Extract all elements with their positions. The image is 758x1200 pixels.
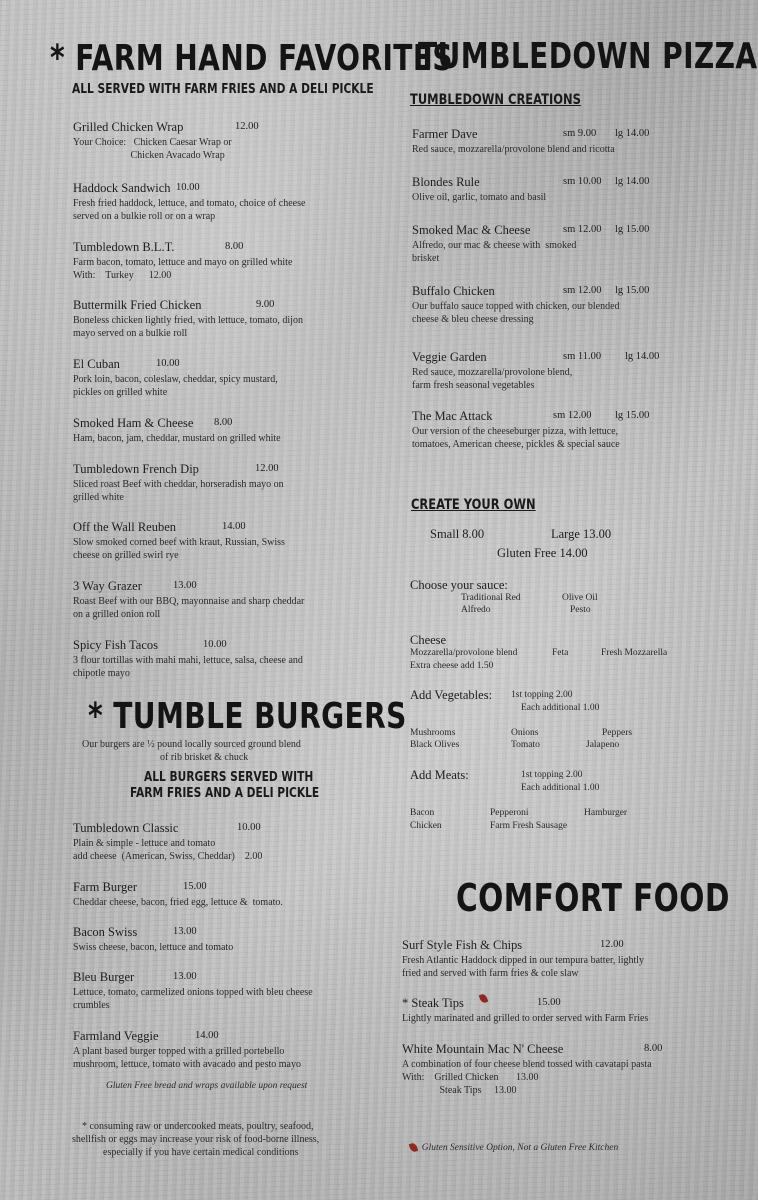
burger-item-desc: Plain & simple - lettuce and tomato — [73, 838, 216, 849]
comfort-item-desc: With: Grilled Chicken 13.00 — [402, 1072, 539, 1083]
pizza-item-desc: Alfredo, our mac & cheese with smoked — [412, 240, 577, 251]
warning-line-1: * consuming raw or undercooked meats, poultry, seafood, — [82, 1121, 314, 1132]
farm-item-name: 3 Way Grazer — [73, 579, 142, 593]
pizza-item-name: The Mac Attack — [412, 409, 493, 423]
burger-item-name: Farmland Veggie — [73, 1029, 159, 1043]
farm-item-desc: served on a bulkie roll or on a wrap — [73, 211, 216, 222]
farm-item-desc: Sliced roast Beef with cheddar, horseradish mayo on — [73, 479, 284, 490]
burger-item-desc: Lettuce, tomato, carmelized onions topped with bleu cheese — [73, 987, 313, 998]
farm-hand-subtitle: ALL SERVED WITH FARM FRIES AND A DELI PICKLE — [72, 82, 374, 97]
gluten-sensitive-icon — [409, 1142, 419, 1153]
pizza-item-price-small: sm 9.00 — [563, 128, 597, 139]
farm-item-name: Buttermilk Fried Chicken — [73, 298, 202, 312]
gluten-free-note: Gluten Free bread and wraps available upon request — [106, 1081, 308, 1091]
farm-item-desc: Chicken Avacado Wrap — [73, 150, 225, 161]
veg-each-additional: Each additional 1.00 — [521, 703, 600, 713]
comfort-food-title: COMFORT FOOD — [456, 876, 730, 920]
meats-label: Add Meats: — [410, 768, 469, 782]
pizza-item-name: Farmer Dave — [412, 127, 478, 141]
farm-item-name: Haddock Sandwich — [73, 181, 171, 195]
pizza-item-desc: tomatoes, American cheese, pickles & special sauce — [412, 439, 620, 450]
farm-item-desc: on a grilled onion roll — [73, 609, 161, 620]
burgers-note-2: FARM FRIES AND A DELI PICKLE — [130, 786, 320, 801]
burgers-intro-1: Our burgers are ½ pound locally sourced ground blend — [82, 739, 301, 750]
veg-4: Black Olives — [410, 740, 460, 750]
farm-item-desc: Fresh fried haddock, lettuce, and tomato, choice of cheese — [73, 198, 306, 209]
pizza-item-desc: Our version of the cheeseburger pizza, with lettuce, — [412, 426, 619, 437]
gluten-sensitive-icon — [479, 993, 489, 1004]
burgers-note-1: ALL BURGERS SERVED WITH — [144, 770, 314, 785]
comfort-item-desc: Fresh Atlantic Haddock dipped in our tempura batter, lightly — [402, 955, 645, 966]
farm-item-desc: 3 flour tortillas with mahi mahi, lettuce, salsa, cheese and — [73, 655, 303, 666]
size-gluten-free: Gluten Free 14.00 — [497, 546, 588, 560]
farm-item-name: El Cuban — [73, 357, 120, 371]
comfort-item-desc: fried and served with farm fries & cole slaw — [402, 968, 579, 979]
warning-line-2: shellfish or eggs may increase your risk of food-borne illness, — [72, 1134, 320, 1145]
meat-first-topping: 1st topping 2.00 — [521, 770, 583, 780]
creations-heading: TUMBLEDOWN CREATIONS — [410, 92, 581, 108]
farm-item-desc: cheese on grilled swirl rye — [73, 550, 179, 561]
farm-item-price: 9.00 — [256, 299, 275, 310]
comfort-item-desc: Lightly marinated and grilled to order served with Farm Fries — [402, 1013, 649, 1024]
burger-item-price: 14.00 — [195, 1030, 219, 1041]
burger-item-desc: Cheddar cheese, bacon, fried egg, lettuce & tomato. — [73, 897, 283, 908]
burger-item-price: 10.00 — [237, 822, 261, 833]
gluten-legend — [410, 1143, 618, 1153]
pizza-item-desc: Red sauce, mozzarella/provolone blend, — [412, 367, 573, 378]
create-your-own-heading: CREATE YOUR OWN — [411, 497, 536, 513]
farm-item-price: 10.00 — [203, 639, 227, 650]
farm-item-desc: Ham, bacon, jam, cheddar, mustard on grilled white — [73, 433, 281, 444]
farm-item-desc: Your Choice: Chicken Caesar Wrap or — [73, 137, 232, 148]
farm-item-price: 12.00 — [235, 121, 259, 132]
burger-item-desc: mushroom, lettuce, tomato with avacado and pesto mayo — [73, 1059, 301, 1070]
pizza-title: TUMBLEDOWN PIZZA — [418, 36, 758, 77]
farm-item-desc: Pork loin, bacon, coleslaw, cheddar, spicy mustard, — [73, 374, 278, 385]
farm-item-name: Grilled Chicken Wrap — [73, 120, 184, 134]
pizza-item-price-large: lg 15.00 — [615, 285, 650, 296]
meat-each-additional: Each additional 1.00 — [521, 783, 600, 793]
comfort-item-desc: A combination of four cheese blend tossed with cavatapi pasta — [402, 1059, 652, 1070]
pizza-item-price-large: lg 15.00 — [615, 224, 650, 235]
pizza-item-price-small: sm 12.00 — [553, 410, 592, 421]
burgers-intro-2: of rib brisket & chuck — [160, 752, 249, 763]
pizza-item-price-small: sm 12.00 — [563, 224, 602, 235]
pizza-item-price-large: lg 14.00 — [625, 351, 660, 362]
farm-item-desc: Slow smoked corned beef with kraut, Russian, Swiss — [73, 537, 285, 548]
vegetables-label: Add Vegetables: — [410, 688, 493, 702]
pizza-item-desc: Olive oil, garlic, tomato and basil — [412, 192, 547, 203]
comfort-item-name: Surf Style Fish & Chips — [402, 938, 523, 952]
sauce-2: Olive Oil — [562, 593, 598, 603]
meat-4: Chicken — [410, 821, 442, 831]
farm-item-price: 13.00 — [173, 580, 197, 591]
extra-cheese: Extra cheese add 1.50 — [410, 661, 494, 671]
farm-item-desc: Farm bacon, tomato, lettuce and mayo on grilled white — [73, 257, 293, 268]
pizza-item-name: Veggie Garden — [412, 350, 487, 364]
pizza-item-price-small: sm 11.00 — [563, 351, 602, 362]
comfort-item-price: 15.00 — [537, 997, 561, 1008]
pizza-item-name: Smoked Mac & Cheese — [412, 223, 531, 237]
burger-item-desc: add cheese (American, Swiss, Cheddar) 2.00 — [73, 851, 263, 862]
pizza-item-desc: brisket — [412, 253, 440, 264]
burger-item-name: Bleu Burger — [73, 970, 135, 984]
meat-3: Hamburger — [584, 808, 628, 818]
farm-item-desc: Roast Beef with our BBQ, mayonnaise and sharp cheddar — [73, 596, 305, 607]
meat-1: Bacon — [410, 808, 435, 818]
tumble-burgers-title: * TUMBLE BURGERS — [88, 696, 407, 737]
farm-item-desc: pickles on grilled white — [73, 387, 168, 398]
burger-item-price: 13.00 — [173, 926, 197, 937]
meat-2: Pepperoni — [490, 808, 529, 818]
farm-item-desc: Boneless chicken lightly fried, with lettuce, tomato, dijon — [73, 315, 303, 326]
burger-item-desc: A plant based burger topped with a grilled portebello — [73, 1046, 285, 1057]
cheese-label: Cheese — [410, 633, 447, 647]
cheese-2: Feta — [552, 648, 569, 658]
farm-item-price: 8.00 — [225, 241, 244, 252]
burger-item-name: Farm Burger — [73, 880, 137, 894]
size-large: Large 13.00 — [551, 527, 612, 541]
pizza-item-price-small: sm 10.00 — [563, 176, 602, 187]
farm-item-name: Off the Wall Reuben — [73, 520, 177, 534]
pizza-item-price-large: lg 15.00 — [615, 410, 650, 421]
pizza-item-price-small: sm 12.00 — [563, 285, 602, 296]
farm-item-name: Tumbledown B.L.T. — [73, 240, 175, 254]
farm-item-desc: grilled white — [73, 492, 124, 503]
veg-3: Peppers — [602, 728, 633, 738]
burger-item-price: 15.00 — [183, 881, 207, 892]
farm-item-name: Smoked Ham & Cheese — [73, 416, 194, 430]
sauce-3: Alfredo — [461, 605, 491, 615]
farm-item-name: Spicy Fish Tacos — [73, 638, 159, 652]
farm-item-price: 8.00 — [214, 417, 233, 428]
burger-item-price: 13.00 — [173, 971, 197, 982]
pizza-item-price-large: lg 14.00 — [615, 128, 650, 139]
pizza-item-desc: cheese & bleu cheese dressing — [412, 314, 534, 325]
pizza-item-name: Buffalo Chicken — [412, 284, 495, 298]
veg-5: Tomato — [511, 740, 540, 750]
farm-item-price: 12.00 — [255, 463, 279, 474]
farm-item-desc: mayo served on a bulkie roll — [73, 328, 188, 339]
pizza-item-desc: Our buffalo sauce topped with chicken, our blended — [412, 301, 620, 312]
cheese-1: Mozzarella/provolone blend — [410, 648, 518, 658]
burger-item-desc: Swiss cheese, bacon, lettuce and tomato — [73, 942, 234, 953]
veg-6: Jalapeno — [586, 740, 620, 750]
pizza-item-price-large: lg 14.00 — [615, 176, 650, 187]
pizza-item-desc: Red sauce, mozzarella/provolone blend and ricotta — [412, 144, 615, 155]
size-small: Small 8.00 — [430, 527, 485, 541]
farm-item-desc: With: Turkey 12.00 — [73, 270, 172, 281]
gluten-legend-text: Gluten Sensitive Option, Not a Gluten Free Kitchen — [421, 1143, 619, 1153]
comfort-item-name: White Mountain Mac N' Cheese — [402, 1042, 564, 1056]
farm-hand-title: * FARM HAND FAVORITES — [50, 38, 454, 79]
farm-item-desc: chipotle mayo — [73, 668, 130, 679]
farm-item-name: Tumbledown French Dip — [73, 462, 199, 476]
comfort-item-price: 8.00 — [644, 1043, 663, 1054]
comfort-item-name: * Steak Tips — [402, 996, 464, 1010]
farm-item-price: 14.00 — [222, 521, 246, 532]
burger-item-desc: crumbles — [73, 1000, 110, 1011]
veg-1: Mushrooms — [410, 728, 456, 738]
sauce-4: Pesto — [570, 605, 591, 615]
burger-item-name: Bacon Swiss — [73, 925, 138, 939]
burger-item-name: Tumbledown Classic — [73, 821, 179, 835]
sauce-1: Traditional Red — [461, 593, 521, 603]
farm-item-price: 10.00 — [156, 358, 180, 369]
veg-first-topping: 1st topping 2.00 — [511, 690, 573, 700]
comfort-item-price: 12.00 — [600, 939, 624, 950]
meat-5: Farm Fresh Sausage — [490, 821, 568, 831]
veg-2: Onions — [511, 728, 539, 738]
comfort-item-desc: Steak Tips 13.00 — [402, 1085, 517, 1096]
warning-line-3: especially if you have certain medical conditions — [103, 1147, 299, 1158]
sauce-label: Choose your sauce: — [410, 578, 508, 592]
pizza-item-name: Blondes Rule — [412, 175, 480, 189]
cheese-3: Fresh Mozzarella — [601, 648, 668, 658]
farm-item-price: 10.00 — [176, 182, 200, 193]
pizza-item-desc: farm fresh seasonal vegetables — [412, 380, 535, 391]
